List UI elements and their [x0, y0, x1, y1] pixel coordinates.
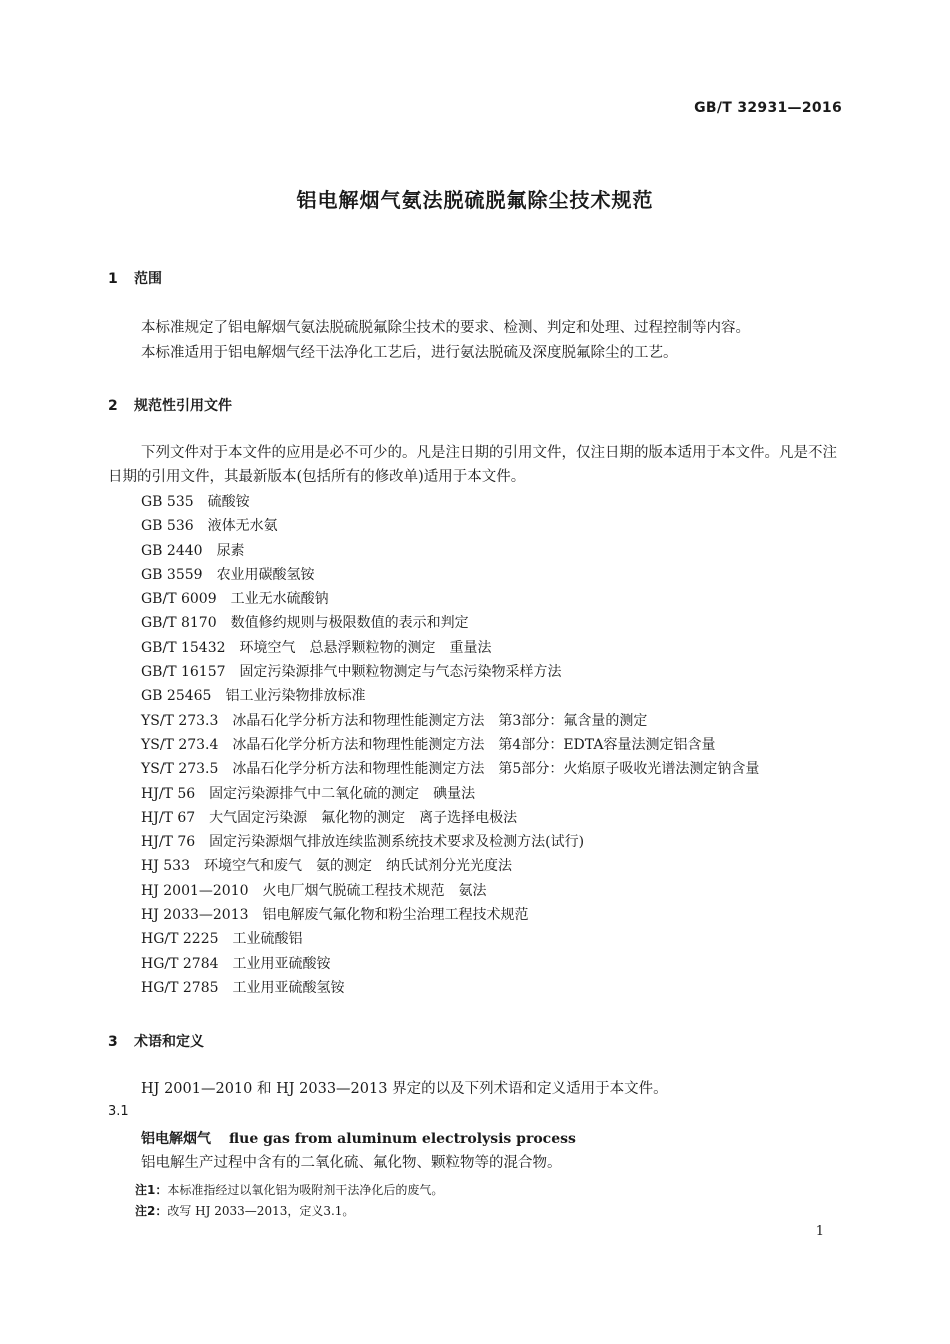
- reference-item: [141, 854, 759, 878]
- reference-title: 数值修约规则与极限数值的表示和判定: [230, 615, 469, 632]
- term-number: 3.1: [108, 1104, 129, 1119]
- reference-code: YS/T 273.4: [141, 736, 219, 753]
- reference-title: 冰晶石化学分析方法和物理性能测定方法 第4部分：EDTA容量法测定铝含量: [232, 736, 716, 753]
- reference-item: [141, 490, 759, 514]
- section-number: 3: [108, 1034, 118, 1050]
- reference-title: 工业用亚硫酸铵: [232, 955, 331, 972]
- reference-item: [141, 587, 759, 611]
- term-chinese: 铝电解烟气: [141, 1131, 211, 1147]
- section-title: 范围: [134, 271, 162, 287]
- reference-item: [141, 976, 759, 1000]
- reference-title: 固定污染源烟气排放连续监测系统技术要求及检测方法(试行): [209, 834, 585, 851]
- reference-item: [141, 806, 759, 830]
- reference-item: [141, 636, 759, 660]
- reference-item: [141, 903, 759, 927]
- reference-title: 工业硫酸铝: [232, 931, 303, 948]
- section-3-heading: [108, 1031, 204, 1051]
- standard-id: GB/T 32931—2016: [694, 100, 842, 116]
- reference-title: 火电厂烟气脱硫工程技术规范 氨法: [262, 882, 487, 899]
- section-title: 术语和定义: [134, 1034, 204, 1050]
- term-english: flue gas from aluminum electrolysis process: [229, 1131, 576, 1147]
- reference-title: 液体无水氨: [207, 518, 278, 535]
- reference-title: 冰晶石化学分析方法和物理性能测定方法 第3部分：氟含量的测定: [232, 712, 648, 729]
- reference-item: [141, 757, 759, 781]
- reference-item: [141, 563, 759, 587]
- reference-item: [141, 709, 759, 733]
- reference-title: 环境空气 总悬浮颗粒物的测定 重量法: [239, 639, 492, 656]
- reference-item: [141, 660, 759, 684]
- section-number: 2: [108, 398, 118, 414]
- reference-title: 铝电解废气氟化物和粉尘治理工程技术规范: [262, 907, 529, 924]
- reference-code: HJ 2033—2013: [141, 907, 249, 924]
- note-text: 改写 HJ 2033—2013，定义3.1。: [167, 1204, 355, 1218]
- reference-code: HJ 2001—2010: [141, 882, 249, 899]
- reference-code: GB 535: [141, 494, 194, 510]
- reference-title: 硫酸铵: [207, 494, 250, 510]
- reference-code: GB/T 6009: [141, 591, 217, 608]
- term-heading: [141, 1128, 576, 1148]
- reference-code: HJ/T 67: [141, 809, 196, 826]
- reference-item: [141, 782, 759, 806]
- section-title: 规范性引用文件: [134, 398, 232, 414]
- reference-code: HJ/T 76: [141, 834, 196, 851]
- reference-code: GB 3559: [141, 566, 203, 583]
- note-text: 本标准指经过以氧化铝为吸附剂干法净化后的废气。: [167, 1183, 444, 1197]
- note-label: 注1：: [135, 1183, 168, 1197]
- reference-code: GB/T 8170: [141, 615, 217, 632]
- section-1-paragraph-1: 本标准规定了铝电解烟气氨法脱硫脱氟除尘技术的要求、检测、判定和处理、过程控制等内容。: [141, 320, 750, 336]
- reference-code: HJ 533: [141, 858, 190, 875]
- section-2-heading: [108, 395, 232, 415]
- reference-item: [141, 952, 759, 976]
- reference-item: [141, 830, 759, 854]
- section-number: 1: [108, 271, 118, 287]
- reference-item: [141, 611, 759, 635]
- reference-title: 环境空气和废气 氨的测定 纳氏试剂分光光度法: [204, 858, 512, 875]
- reference-code: GB 536: [141, 518, 194, 535]
- reference-title: 工业无水硫酸钠: [230, 591, 329, 608]
- reference-title: 固定污染源排气中二氧化硫的测定 碘量法: [209, 785, 476, 802]
- reference-code: GB 25465: [141, 688, 212, 705]
- reference-code: YS/T 273.3: [141, 712, 219, 729]
- document-title: 铝电解烟气氨法脱硫脱氟除尘技术规范: [296, 188, 654, 212]
- term-definition: 铝电解生产过程中含有的二氧化硫、氟化物、颗粒物等的混合物。: [141, 1155, 562, 1171]
- reference-item: [141, 684, 759, 708]
- reference-code: YS/T 273.5: [141, 761, 219, 778]
- reference-code: HG/T 2225: [141, 931, 219, 948]
- reference-title: 尿素: [216, 542, 245, 559]
- reference-title: 大气固定污染源 氟化物的测定 离子选择电极法: [209, 809, 518, 826]
- section-1-heading: [108, 268, 162, 288]
- reference-item: [141, 927, 759, 951]
- page-number: 1: [815, 1224, 824, 1239]
- term-note-1: [135, 1181, 443, 1198]
- reference-title: 冰晶石化学分析方法和物理性能测定方法 第5部分：火焰原子吸收光谱法测定钠含量: [232, 761, 760, 778]
- reference-title: 工业用亚硫酸氢铵: [232, 979, 345, 996]
- reference-code: GB/T 16157: [141, 664, 226, 681]
- reference-code: GB/T 15432: [141, 639, 226, 656]
- reference-code: GB 2440: [141, 542, 203, 559]
- reference-title: 固定污染源排气中颗粒物测定与气态污染物采样方法: [239, 664, 562, 681]
- reference-item: [141, 733, 759, 757]
- section-2-intro: 下列文件对于本文件的应用是必不可少的。凡是注日期的引用文件，仅注日期的版本适用于本文件。凡是不注日期的引用文件，其最新版本(包括所有的修改单)适用于本文件。: [108, 445, 837, 485]
- reference-title: 农业用碳酸氢铵: [216, 566, 315, 583]
- section-3-intro: HJ 2001—2010 和 HJ 2033—2013 界定的以及下列术语和定义适用于本文件。: [141, 1081, 668, 1097]
- section-1-paragraph-2: 本标准适用于铝电解烟气经干法净化工艺后，进行氨法脱硫及深度脱氟除尘的工艺。: [141, 345, 678, 361]
- reference-list: [141, 490, 759, 1000]
- reference-code: HJ/T 56: [141, 785, 196, 802]
- reference-item: [141, 879, 759, 903]
- note-label: 注2：: [135, 1204, 168, 1218]
- reference-code: HG/T 2785: [141, 979, 219, 996]
- reference-item: [141, 514, 759, 538]
- reference-code: HG/T 2784: [141, 955, 219, 972]
- reference-title: 铝工业污染物排放标准: [225, 688, 366, 705]
- reference-item: [141, 539, 759, 563]
- term-note-2: [135, 1202, 354, 1219]
